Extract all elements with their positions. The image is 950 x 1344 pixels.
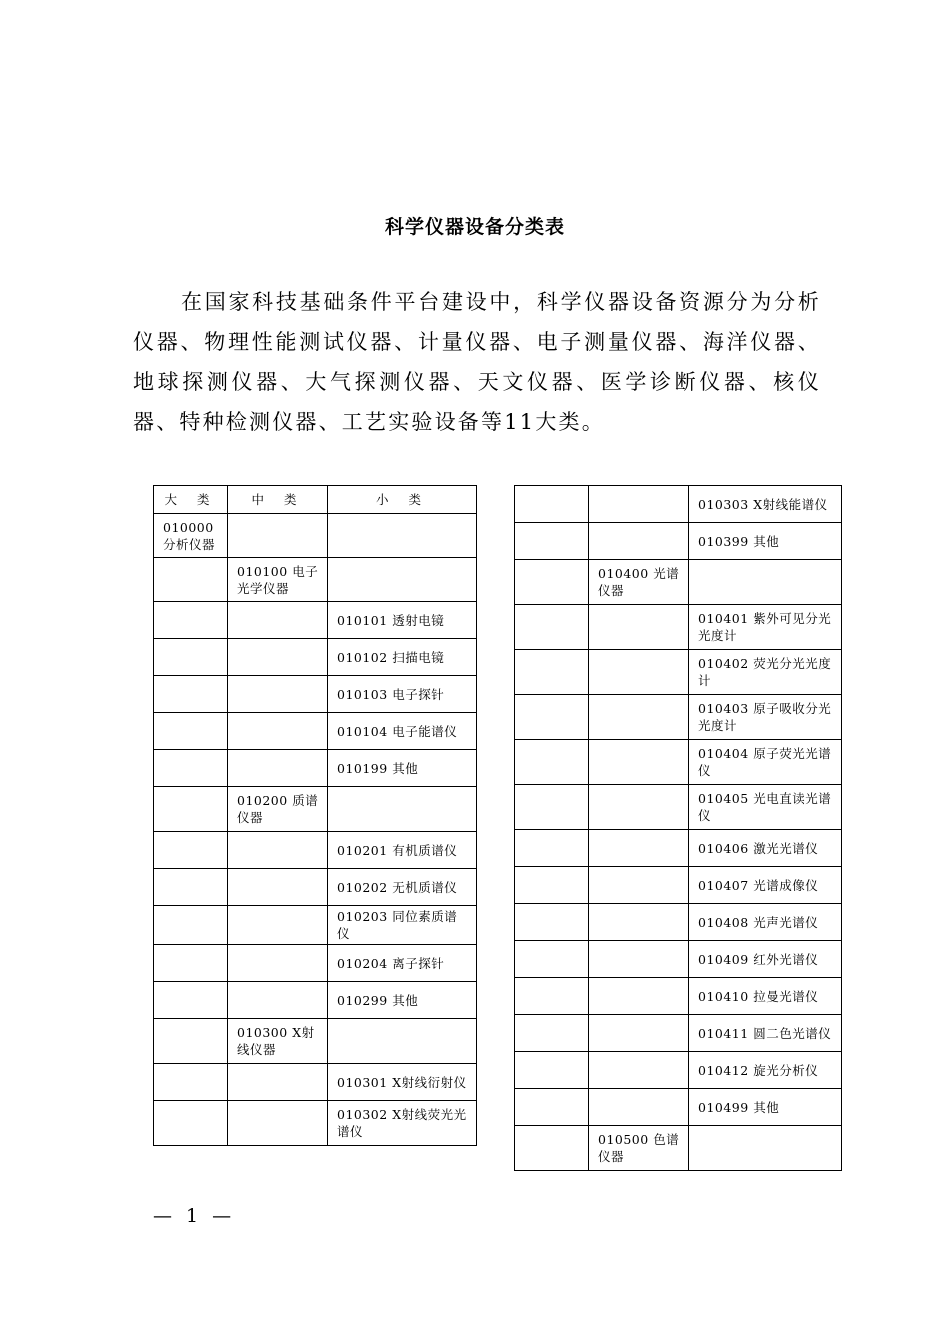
- table-row: [154, 1101, 477, 1146]
- table-row: [515, 695, 842, 740]
- major-cell: [515, 904, 589, 941]
- table-row: [154, 558, 477, 602]
- minor-cell: 010404 原子荧光光谱仪: [689, 740, 842, 785]
- table-row: [154, 832, 477, 869]
- table-row: [515, 941, 842, 978]
- major-cell: [515, 695, 589, 740]
- minor-cell: 010405 光电直读光谱仪: [689, 785, 842, 830]
- mid-cell: [589, 740, 689, 785]
- major-cell: [154, 1101, 228, 1146]
- major-cell: [515, 605, 589, 650]
- table-row: [515, 867, 842, 904]
- minor-cell: 010299 其他: [328, 982, 477, 1019]
- minor-cell: 010104 电子能谱仪: [328, 713, 477, 750]
- mid-cell: 010400 光谱仪器: [589, 560, 689, 605]
- table-row: [515, 650, 842, 695]
- mid-cell: [589, 650, 689, 695]
- mid-cell: [589, 904, 689, 941]
- major-cell: [154, 639, 228, 676]
- minor-cell: [689, 1126, 842, 1171]
- table-row: [154, 906, 477, 945]
- table-row: [154, 676, 477, 713]
- mid-cell: [228, 832, 328, 869]
- minor-cell: 010101 透射电镜: [328, 602, 477, 639]
- intro-paragraph: 在国家科技基础条件平台建设中，科学仪器设备资源分为分析仪器、物理性能测试仪器、计量仪器、电子测量仪器、海洋仪器、地球探测仪器、大气探测仪器、天文仪器、医学诊断仪器、核仪器、特种检测仪器、工艺实验设备等11大类。: [133, 290, 821, 434]
- major-cell: [154, 832, 228, 869]
- minor-cell: [328, 558, 477, 602]
- header-minor: 小 类: [328, 486, 477, 514]
- table-row: [154, 639, 477, 676]
- table-row: [154, 514, 477, 558]
- minor-cell: 010201 有机质谱仪: [328, 832, 477, 869]
- table-row: [515, 978, 842, 1015]
- minor-cell: 010408 光声光谱仪: [689, 904, 842, 941]
- major-cell: [154, 750, 228, 787]
- major-cell: [515, 1052, 589, 1089]
- mid-cell: [228, 869, 328, 906]
- mid-cell: [589, 605, 689, 650]
- minor-cell: 010399 其他: [689, 523, 842, 560]
- major-cell: [154, 602, 228, 639]
- major-cell: [515, 941, 589, 978]
- header-major: 大 类: [154, 486, 228, 514]
- minor-cell: [328, 514, 477, 558]
- mid-cell: [589, 941, 689, 978]
- mid-cell: [589, 1052, 689, 1089]
- major-cell: [154, 787, 228, 832]
- classification-table-left: [153, 485, 477, 1146]
- mid-cell: [228, 676, 328, 713]
- major-cell: [515, 830, 589, 867]
- major-cell: [154, 713, 228, 750]
- major-cell: [515, 1126, 589, 1171]
- minor-cell: 010402 荧光分光光度计: [689, 650, 842, 695]
- minor-cell: 010401 紫外可见分光光度计: [689, 605, 842, 650]
- mid-cell: [589, 978, 689, 1015]
- table-row: [515, 830, 842, 867]
- major-cell: [154, 945, 228, 982]
- mid-cell: [228, 750, 328, 787]
- mid-cell: [228, 639, 328, 676]
- major-cell: [154, 982, 228, 1019]
- major-cell: [154, 869, 228, 906]
- minor-cell: 010103 电子探针: [328, 676, 477, 713]
- major-cell: [515, 785, 589, 830]
- minor-cell: 010303 X射线能谱仪: [689, 486, 842, 523]
- mid-cell: [589, 523, 689, 560]
- mid-cell: [228, 945, 328, 982]
- mid-cell: [228, 982, 328, 1019]
- minor-cell: 010302 X射线荧光光谱仪: [328, 1101, 477, 1146]
- mid-cell: [589, 1089, 689, 1126]
- table-row: [154, 602, 477, 639]
- major-cell: [154, 1019, 228, 1064]
- minor-cell: 010199 其他: [328, 750, 477, 787]
- table-row: [154, 750, 477, 787]
- table-row: [515, 1126, 842, 1171]
- mid-cell: [228, 1064, 328, 1101]
- minor-cell: [328, 1019, 477, 1064]
- minor-cell: 010410 拉曼光谱仪: [689, 978, 842, 1015]
- major-cell: [154, 558, 228, 602]
- minor-cell: 010499 其他: [689, 1089, 842, 1126]
- minor-cell: [328, 787, 477, 832]
- major-cell: [515, 1015, 589, 1052]
- table-row: [515, 605, 842, 650]
- mid-cell: [228, 602, 328, 639]
- table-row: [154, 869, 477, 906]
- mid-cell: [228, 713, 328, 750]
- mid-cell: [228, 514, 328, 558]
- table-row: [154, 982, 477, 1019]
- major-cell: [515, 560, 589, 605]
- mid-cell: 010100 电子光学仪器: [228, 558, 328, 602]
- minor-cell: 010301 X射线衍射仪: [328, 1064, 477, 1101]
- mid-cell: [589, 1015, 689, 1052]
- major-cell: [515, 523, 589, 560]
- table-row: [154, 787, 477, 832]
- mid-cell: [589, 830, 689, 867]
- minor-cell: 010407 光谱成像仪: [689, 867, 842, 904]
- table-row: [515, 560, 842, 605]
- mid-cell: [228, 906, 328, 945]
- table-row: [154, 945, 477, 982]
- minor-cell: 010204 离子探针: [328, 945, 477, 982]
- classification-table-right: [514, 485, 842, 1171]
- mid-cell: [589, 695, 689, 740]
- table-row: [515, 904, 842, 941]
- minor-cell: 010403 原子吸收分光光度计: [689, 695, 842, 740]
- table-row: [515, 1052, 842, 1089]
- mid-cell: 010300 X射线仪器: [228, 1019, 328, 1064]
- document-title: 科学仪器设备分类表: [384, 216, 565, 238]
- mid-cell: 010500 色谱仪器: [589, 1126, 689, 1171]
- header-mid: 中 类: [228, 486, 328, 514]
- table-row: [515, 486, 842, 523]
- major-cell: 010000 分析仪器: [154, 514, 228, 558]
- mid-cell: [589, 486, 689, 523]
- minor-cell: 010203 同位素质谱仪: [328, 906, 477, 945]
- table-row: [515, 740, 842, 785]
- minor-cell: 010102 扫描电镜: [328, 639, 477, 676]
- minor-cell: [689, 560, 842, 605]
- minor-cell: 010412 旋光分析仪: [689, 1052, 842, 1089]
- major-cell: [515, 486, 589, 523]
- major-cell: [154, 1064, 228, 1101]
- table-row: [154, 1019, 477, 1064]
- minor-cell: 010409 红外光谱仪: [689, 941, 842, 978]
- page-number: — 1 —: [153, 1205, 236, 1227]
- major-cell: [515, 740, 589, 785]
- minor-cell: 010411 圆二色光谱仪: [689, 1015, 842, 1052]
- mid-cell: [589, 867, 689, 904]
- table-row: [515, 1089, 842, 1126]
- minor-cell: 010406 激光光谱仪: [689, 830, 842, 867]
- major-cell: [515, 867, 589, 904]
- table-row: [515, 1015, 842, 1052]
- major-cell: [515, 650, 589, 695]
- mid-cell: [589, 785, 689, 830]
- mid-cell: [228, 1101, 328, 1146]
- major-cell: [515, 1089, 589, 1126]
- table-row: [515, 523, 842, 560]
- major-cell: [154, 676, 228, 713]
- table-row: [154, 713, 477, 750]
- major-cell: [515, 978, 589, 1015]
- table-row: [515, 785, 842, 830]
- major-cell: [154, 906, 228, 945]
- table-row: [154, 1064, 477, 1101]
- mid-cell: 010200 质谱仪器: [228, 787, 328, 832]
- minor-cell: 010202 无机质谱仪: [328, 869, 477, 906]
- table-header-row: [154, 486, 477, 514]
